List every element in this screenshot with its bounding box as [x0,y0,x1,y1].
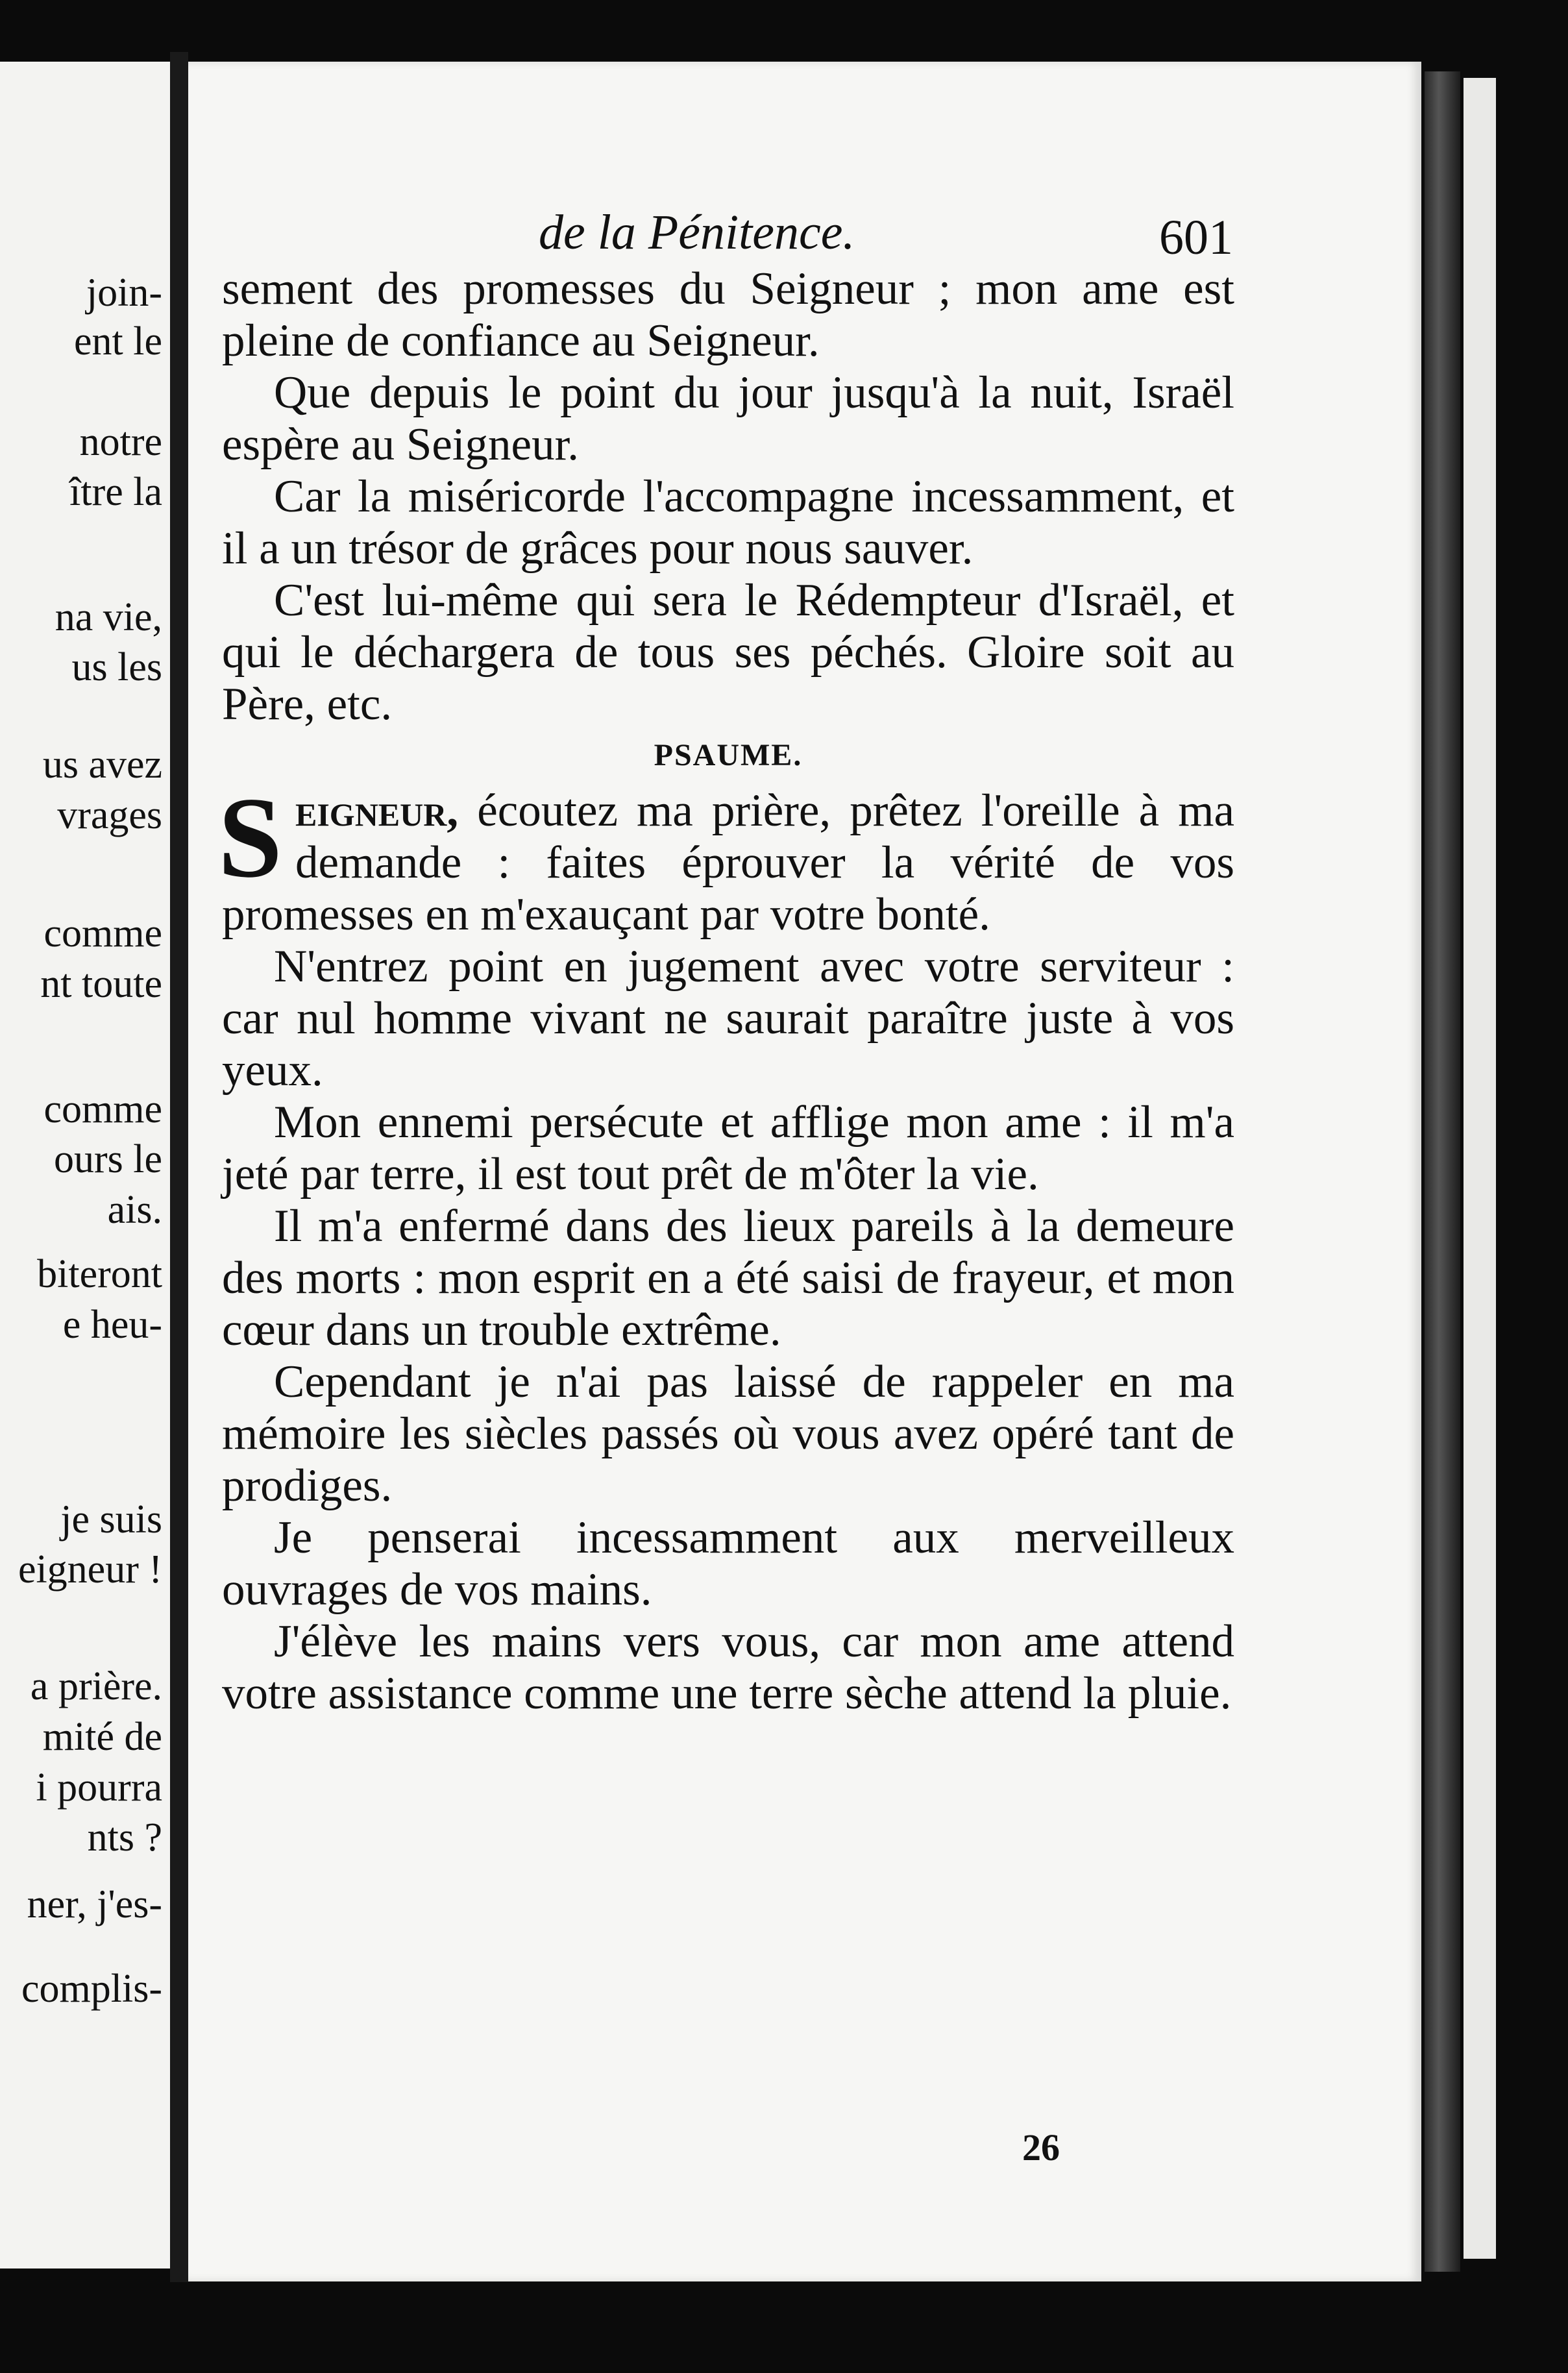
page-header [188,204,1233,265]
scan-background [0,2282,1568,2373]
facing-page-line: join- [86,271,162,315]
facing-page-line: a prière. [30,1664,162,1708]
paragraph: Il m'a enfermé dans des lieux pareils à la demeure des morts : mon esprit en a été saisi de frayeur, et mon cœur dans un trouble extrême. [222,1201,1234,1355]
facing-page-line: na vie, [55,595,162,639]
facing-page-line: biteront [37,1252,162,1296]
paragraph-text: écoutez ma prière, prêtez l'oreille à ma demande : faites éprouver la vérité de vos promesses en m'exauçant par votre bonté. [222,785,1234,940]
page-edge-shadow [1425,71,1460,2272]
page-body [218,263,1234,1719]
facing-page-line: ais. [107,1188,162,1232]
paragraph: N'entrez point en jugement avec votre serviteur : car nul homme vivant ne saurait paraître juste à vos yeux. [222,941,1234,1096]
facing-page-line: je suis [60,1497,162,1542]
facing-page-line: mité de [42,1715,162,1759]
page-number: 601 [1159,210,1233,265]
facing-page-line: complis- [21,1967,162,2011]
facing-page-line: vrages [57,793,162,837]
signature-mark: 26 [1022,2126,1060,2169]
facing-page-fragment [0,62,174,2268]
facing-page-line: us les [71,645,162,689]
page-edge [1464,78,1496,2259]
small-caps-word: eigneur, [295,785,459,836]
paragraph: C'est lui-même qui sera le Rédempteur d'Israël, et qui le déchargera de tous ses péchés. Gloire soit au Père, etc. [222,575,1234,730]
page [188,62,1421,2281]
drop-cap: S [218,773,282,902]
facing-page-line: ours le [53,1137,162,1181]
facing-page-line: i pourra [36,1765,162,1810]
facing-page-line: nt toute [40,962,162,1006]
paragraph: Que depuis le point du jour jusqu'à la nuit, Israël espère au Seigneur. [222,367,1234,470]
paragraph: Mon ennemi persécute et afflige mon ame : il m'a jeté par terre, il est tout prêt de m'ôter la vie. [222,1097,1234,1199]
facing-page-line: ent le [74,319,162,363]
book-gutter [170,52,188,2298]
paragraph: Je penserai incessamment aux merveilleux ouvrages de vos mains. [222,1512,1234,1615]
paragraph: J'élève les mains vers vous, car mon ame attend votre assistance comme une terre sèche attend la pluie. [222,1616,1234,1719]
facing-page-line: e heu- [62,1303,162,1347]
facing-page-line: notre [79,420,162,464]
facing-page-line: comme [43,1087,162,1131]
psalm-heading: PSAUME. [654,738,803,772]
facing-page-line: nts ? [87,1815,162,1860]
paragraph: Cependant je n'ai pas laissé de rappeler en ma mémoire les siècles passés où vous avez opéré tant de prodiges. [222,1357,1234,1511]
facing-page-line: eigneur ! [18,1547,162,1592]
facing-page-line: comme [43,911,162,955]
paragraph: sement des promesses du Seigneur ; mon ame est pleine de confiance au Seigneur. [222,264,1234,366]
paragraph: Car la miséricorde l'accompagne incessamment, et il a un trésor de grâces pour nous sauver. [222,471,1234,574]
facing-page-line: ître la [69,470,162,514]
running-head: de la Pénitence. [539,205,855,260]
facing-page-line: us avez [42,743,162,787]
facing-page-line: ner, j'es- [27,1882,162,1926]
paragraph-with-dropcap [218,773,1234,941]
